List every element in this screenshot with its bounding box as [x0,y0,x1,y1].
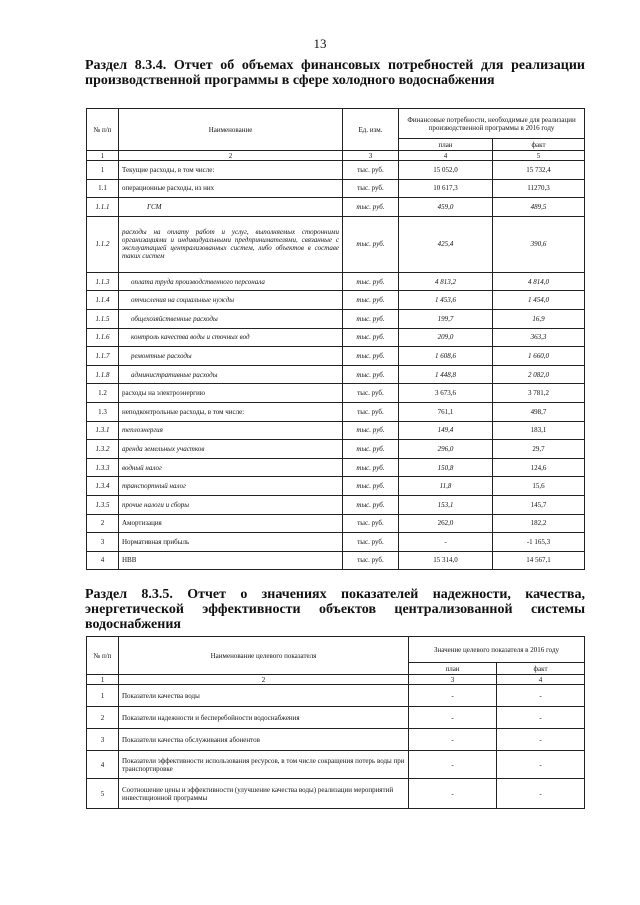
col-number: 4 [399,151,493,161]
row-name: общехозяйственные расходы [119,309,343,328]
row-num: 1.3 [87,402,119,421]
col-number: 3 [343,151,399,161]
row-plan: 1 453,6 [399,291,493,310]
row-plan: 4 813,2 [399,272,493,291]
row-plan: 199,7 [399,309,493,328]
row-plan: 459,0 [399,198,493,217]
row-name: Нормативная прибыль [119,533,343,552]
row-fact: - [497,779,585,809]
row-num: 1.3.5 [87,495,119,514]
row-num: 1.1.1 [87,198,119,217]
row-unit: тыс. руб. [343,179,399,198]
row-plan: 1 448,8 [399,365,493,384]
header-name: Наименование целевого показателя [119,637,409,675]
row-unit: тыс. руб. [343,514,399,533]
row-plan: 153,1 [399,495,493,514]
table-row [87,402,585,421]
header-plan: план [399,139,493,151]
row-plan: 262,0 [399,514,493,533]
row-num: 1.1.7 [87,347,119,366]
row-unit: тыс. руб. [343,440,399,459]
header-name: Наименование [119,109,343,151]
row-fact: 1 660,0 [493,347,585,366]
table-row [87,729,585,751]
section-8-3-5-title: Раздел 8.3.5. Отчет о значениях показателей надежности, качества, энергетической эффективности объектов централизованной системы водоснабжения [85,587,585,632]
table-row [87,779,585,809]
page-number: 13 [313,36,327,51]
row-num: 1.1.6 [87,328,119,347]
header-num: № п/п [87,637,119,675]
row-plan: - [409,707,497,729]
row-name: неподконтрольные расходы, в том числе: [119,402,343,421]
row-fact: - [497,751,585,779]
row-name: НВВ [119,551,343,570]
header-needs: Финансовые потребности, необходимые для реализации производственной программы в 2016 году [399,109,585,139]
header-num: № п/п [87,109,119,151]
table-row [87,198,585,217]
row-num: 1.1.3 [87,272,119,291]
table-row [87,179,585,198]
row-num: 4 [87,551,119,570]
row-unit: тыс. руб. [343,533,399,552]
row-plan: 11,8 [399,477,493,496]
row-name: Показатели качества воды [119,685,409,707]
row-unit: тыс. руб. [343,198,399,217]
row-name: водный налог [119,458,343,477]
row-num: 2 [87,514,119,533]
table-row [87,495,585,514]
row-num: 3 [87,729,119,751]
financial-needs-table [86,108,585,570]
row-unit: тыс. руб. [343,477,399,496]
row-num: 1.3.1 [87,421,119,440]
table-row [87,514,585,533]
table-row [87,291,585,310]
row-name: аренда земельных участков [119,440,343,459]
row-num: 1.1.8 [87,365,119,384]
row-fact: -1 165,3 [493,533,585,552]
row-name: операционные расходы, из них [119,179,343,198]
row-fact: - [497,685,585,707]
row-unit: тыс. руб. [343,365,399,384]
table-row [87,421,585,440]
row-name: оплата труда производственного персонала [119,272,343,291]
row-fact: 14 567,1 [493,551,585,570]
row-plan: 150,8 [399,458,493,477]
col-number: 4 [497,675,585,685]
header-fact: факт [497,663,585,675]
table-row [87,685,585,707]
row-name: контроль качества воды и сточных вод [119,328,343,347]
row-num: 4 [87,751,119,779]
table-row [87,707,585,729]
row-unit: тыс. руб. [343,291,399,310]
row-name: прочие налоги и сборы [119,495,343,514]
row-fact: 11270,3 [493,179,585,198]
row-fact: 29,7 [493,440,585,459]
row-num: 1.3.3 [87,458,119,477]
row-fact: 1 454,0 [493,291,585,310]
header-fact: факт [493,139,585,151]
row-plan: 10 617,3 [399,179,493,198]
row-plan: - [399,533,493,552]
header-plan: план [409,663,497,675]
row-unit: тыс. руб. [343,458,399,477]
row-unit: тыс. руб. [343,309,399,328]
row-plan: - [409,685,497,707]
row-name: теплоэнергия [119,421,343,440]
row-plan: 425,4 [399,216,493,272]
table-row [87,328,585,347]
section-8-3-4-title: Раздел 8.3.4. Отчет об объемах финансовых потребностей для реализации производственной программы в сфере холодного водоснабжения [85,58,585,88]
row-plan: 761,1 [399,402,493,421]
col-number: 2 [119,151,343,161]
row-fact: 182,2 [493,514,585,533]
table-row [87,477,585,496]
table-row [87,751,585,779]
header-value: Значение целевого показателя в 2016 году [409,637,585,663]
row-plan: 209,0 [399,328,493,347]
table-row [87,384,585,403]
col-number: 2 [119,675,409,685]
row-name: Показатели качества обслуживания абонентов [119,729,409,751]
row-plan: 15 314,0 [399,551,493,570]
col-number: 1 [87,151,119,161]
row-num: 1.3.2 [87,440,119,459]
row-fact: 498,7 [493,402,585,421]
row-fact: 4 814,0 [493,272,585,291]
col-number: 1 [87,675,119,685]
table-row [87,309,585,328]
row-num: 1 [87,161,119,180]
row-num: 1.3.4 [87,477,119,496]
row-unit: тыс. руб. [343,495,399,514]
target-indicators-table [86,636,585,809]
row-name: расходы на электроэнергию [119,384,343,403]
table-row [87,365,585,384]
row-fact: - [497,729,585,751]
row-fact: 363,3 [493,328,585,347]
row-plan: - [409,729,497,751]
table-row [87,216,585,272]
row-unit: тыс. руб. [343,551,399,570]
row-unit: тыс. руб. [343,421,399,440]
row-num: 1.1.4 [87,291,119,310]
row-name: Показатели эффективности использования ресурсов, в том числе сокращения потерь воды при транспортировке [119,751,409,779]
row-num: 5 [87,779,119,809]
row-fact: 15,6 [493,477,585,496]
table-row [87,161,585,180]
row-fact: 2 082,0 [493,365,585,384]
col-number: 5 [493,151,585,161]
row-num: 3 [87,533,119,552]
row-plan: 149,4 [399,421,493,440]
row-num: 1.1.5 [87,309,119,328]
row-num: 1.1 [87,179,119,198]
row-name: Амортизация [119,514,343,533]
row-num: 2 [87,707,119,729]
row-name: Соотношение цены и эффективности (улучшение качества воды) реализации мероприятий инвестиционной программы [119,779,409,809]
row-fact: 16,9 [493,309,585,328]
row-unit: тыс. руб. [343,328,399,347]
row-fact: 145,7 [493,495,585,514]
row-fact: 183,1 [493,421,585,440]
row-unit: тыс. руб. [343,161,399,180]
row-name: Показатели надежности и бесперебойности водоснабжения [119,707,409,729]
row-fact: 489,5 [493,198,585,217]
col-number: 3 [409,675,497,685]
row-name: транспортный налог [119,477,343,496]
row-fact: 3 781,2 [493,384,585,403]
row-unit: тыс. руб. [343,384,399,403]
row-fact: 124,6 [493,458,585,477]
row-num: 1 [87,685,119,707]
table-row [87,551,585,570]
row-plan: 296,0 [399,440,493,459]
table-row [87,347,585,366]
row-fact: - [497,707,585,729]
row-name: ГСМ [119,198,343,217]
row-plan: 3 673,6 [399,384,493,403]
row-name: Текущие расходы, в том числе: [119,161,343,180]
row-unit: тыс. руб. [343,347,399,366]
row-fact: 390,6 [493,216,585,272]
row-name: расходы на оплату работ и услуг, выполняемых сторонними организациями и индивидуальными предпринимателями, связанные с эксплуатацией централизованных систем, либо объектов в составе таких систем [119,216,343,272]
table-row [87,272,585,291]
row-unit: тыс. руб. [343,402,399,421]
row-num: 1.2 [87,384,119,403]
row-plan: 15 052,0 [399,161,493,180]
row-name: административные расходы [119,365,343,384]
row-unit: тыс. руб. [343,272,399,291]
row-name: отчисления на социальные нужды [119,291,343,310]
row-name: ремонтные расходы [119,347,343,366]
row-plan: - [409,751,497,779]
table-row [87,458,585,477]
header-unit: Ед. изм. [343,109,399,151]
row-num: 1.1.2 [87,216,119,272]
table-row [87,440,585,459]
row-plan: - [409,779,497,809]
table-row [87,533,585,552]
row-unit: тыс. руб. [343,216,399,272]
row-fact: 15 732,4 [493,161,585,180]
row-plan: 1 608,6 [399,347,493,366]
